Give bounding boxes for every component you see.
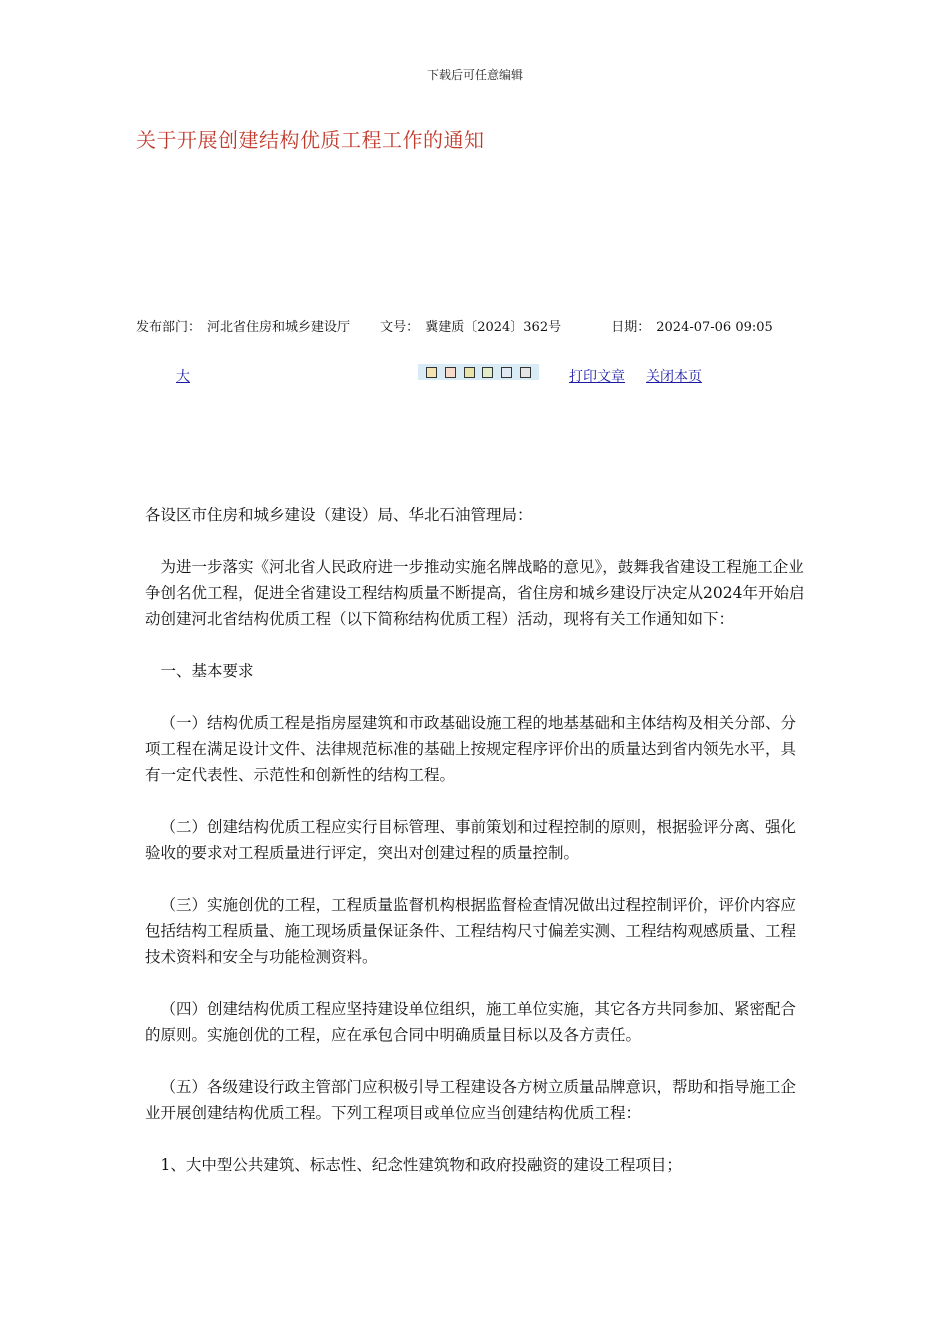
document-meta — [136, 316, 779, 335]
requirement-item-4: （四）创建结构优质工程应坚持建设单位组织，施工单位实施，其它各方共同参加、紧密配合的原则。实施创优的工程，应在承包合同中明确质量目标以及各方责任。 — [145, 1000, 797, 1044]
requirement-item-2: （二）创建结构优质工程应实行目标管理、事前策划和过程控制的原则，根据验评分离、强化验收的要求对工程质量进行评定，突出对创建过程的质量控制。 — [145, 818, 797, 862]
doc-number-label: 文号： — [380, 320, 420, 335]
background-color-picker — [418, 364, 539, 380]
color-swatch-6[interactable] — [520, 367, 531, 378]
header-note: 下载后可任意编辑 — [426, 68, 523, 82]
color-swatch-4[interactable] — [482, 367, 493, 378]
color-swatch-3[interactable] — [464, 367, 475, 378]
color-swatch-1[interactable] — [426, 367, 437, 378]
salutation: 各设区市住房和城乡建设（建设）局、华北石油管理局： — [145, 506, 533, 524]
close-page-link[interactable]: 关闭本页 — [646, 369, 702, 385]
color-swatch-5[interactable] — [501, 367, 512, 378]
doc-number-value: 冀建质〔2024〕362号 — [425, 320, 562, 335]
dept-value: 河北省住房和城乡建设厅 — [207, 320, 351, 335]
sub-item-1: 1、大中型公共建筑、标志性、纪念性建筑物和政府投融资的建设工程项目； — [160, 1156, 682, 1174]
article-body — [145, 502, 807, 1204]
requirement-item-1: （一）结构优质工程是指房屋建筑和市政基础设施工程的地基基础和主体结构及相关分部、分项工程在满足设计文件、法律规范标准的基础上按规定程序评价出的质量达到省内领先水平，具有一定代表性、示范性和创新性的结构工程。 — [145, 714, 797, 784]
dept-label: 发布部门： — [136, 320, 202, 335]
date-value: 2024-07-06 09:05 — [656, 320, 773, 335]
requirement-item-5: （五）各级建设行政主管部门应积极引导工程建设各方树立质量品牌意识，帮助和指导施工企业开展创建结构优质工程。下列工程项目或单位应当创建结构优质工程： — [145, 1078, 797, 1122]
page-title: 关于开展创建结构优质工程工作的通知 — [136, 128, 485, 152]
font-size-large-link[interactable]: 大 — [176, 369, 190, 385]
intro-paragraph: 为进一步落实《河北省人民政府进一步推动实施名牌战略的意见》，鼓舞我省建设工程施工企业争创名优工程，促进全省建设工程结构质量不断提高，省住房和城乡建设厅决定从2024年开始启动创建河北省结构优质工程（以下简称结构优质工程）活动，现将有关工作通知如下： — [145, 558, 805, 628]
date-label: 日期： — [611, 320, 651, 335]
requirement-item-3: （三）实施创优的工程，工程质量监督机构根据监督检查情况做出过程控制评价，评价内容应包括结构工程质量、施工现场质量保证条件、工程结构尺寸偏差实测、工程结构观感质量、工程技术资料和安全与功能检测资料。 — [145, 896, 797, 966]
section-heading: 一、基本要求 — [160, 662, 254, 680]
color-swatch-2[interactable] — [445, 367, 456, 378]
article-toolbar — [0, 364, 950, 386]
print-article-link[interactable]: 打印文章 — [569, 369, 625, 385]
